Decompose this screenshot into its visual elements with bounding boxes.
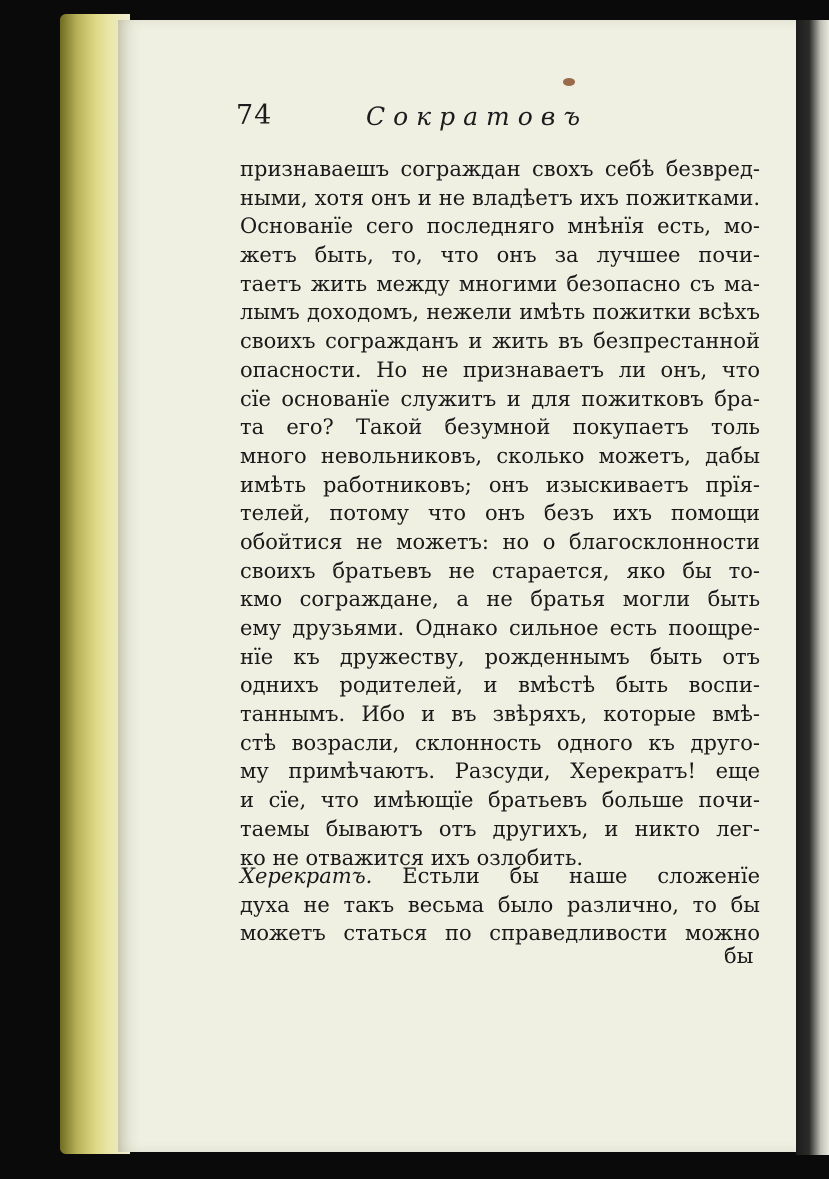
- text-line: имѣть работниковъ; онъ изыскиваетъ прїя-: [240, 472, 760, 497]
- page-header: [118, 100, 798, 140]
- text-line: му примѣчаютъ. Разсуди, Херекратъ! еще: [240, 759, 760, 784]
- paragraph-2-first-line: Естьли бы наше сложенїе: [402, 864, 760, 888]
- text-line: телей, потому что онъ безъ ихъ помощи: [240, 501, 760, 526]
- page-number: 74: [236, 100, 273, 131]
- paragraph-2: [240, 862, 760, 948]
- text-line: таннымъ. Ибо и въ звѣряхъ, которые вмѣ-: [240, 702, 760, 727]
- speaker-name: Херекратъ.: [240, 864, 373, 888]
- text-line: своихъ согражданъ и жить въ безпрестанной: [240, 329, 760, 354]
- text-line: и сїе, что имѣющїе братьевъ больше почи-: [240, 788, 760, 813]
- text-line: сїе основанїе служитъ и для пожитковъ бра-: [240, 386, 760, 411]
- text-line: стѣ возрасли, склонность одного къ друго-: [240, 730, 760, 755]
- text-line: признаваешъ сограждан свохъ себѣ безвред-: [240, 157, 760, 181]
- text-line: таетъ жить между многими безопасно съ ма-: [240, 271, 760, 296]
- paragraph-2-line: духа не такъ весьма было различно, то бы: [240, 892, 760, 917]
- text-line: лымъ доходомъ, нежели имѣть пожитки всѣхъ: [240, 300, 760, 325]
- text-line: опасности. Но не признаваетъ ли онъ, что: [240, 357, 760, 382]
- text-line: ко не отважится ихъ озлобить.: [240, 845, 584, 870]
- catchword: бы: [724, 944, 754, 968]
- text-line: Основанїе сего последняго мнѣнїя есть, мо-: [240, 214, 760, 239]
- text-line: ными, хотя онъ и не владѣетъ ихъ пожитками.: [240, 185, 760, 210]
- paragraph-1: [240, 155, 760, 872]
- paper-speck: [563, 78, 575, 86]
- text-line: обойтися не можетъ: но о благосклонности: [240, 529, 760, 554]
- text-line: та его? Такой безумной покупаетъ толь: [240, 415, 760, 440]
- paragraph-2-line: можетъ статься по справедливости можно: [240, 921, 760, 946]
- text-line: ему друзьями. Однако сильное есть поощре-: [240, 616, 760, 640]
- text-line: однихъ родителей, и вмѣстѣ быть воспи-: [240, 673, 760, 698]
- text-line: много невольниковъ, сколько можетъ, дабы: [240, 443, 760, 468]
- running-title: Сократовъ: [366, 102, 588, 131]
- text-line: жетъ быть, то, что онъ за лучшее почи-: [240, 243, 760, 268]
- text-line: кмо сограждане, а не братья могли быть: [240, 587, 760, 612]
- facing-page-edge: [796, 20, 829, 1155]
- text-line: своихъ братьевъ не старается, яко бы то-: [240, 558, 760, 583]
- text-line: таемы бываютъ отъ другихъ, и никто лег-: [240, 816, 760, 841]
- text-line: нїе къ дружеству, рожденнымъ быть отъ: [240, 644, 760, 669]
